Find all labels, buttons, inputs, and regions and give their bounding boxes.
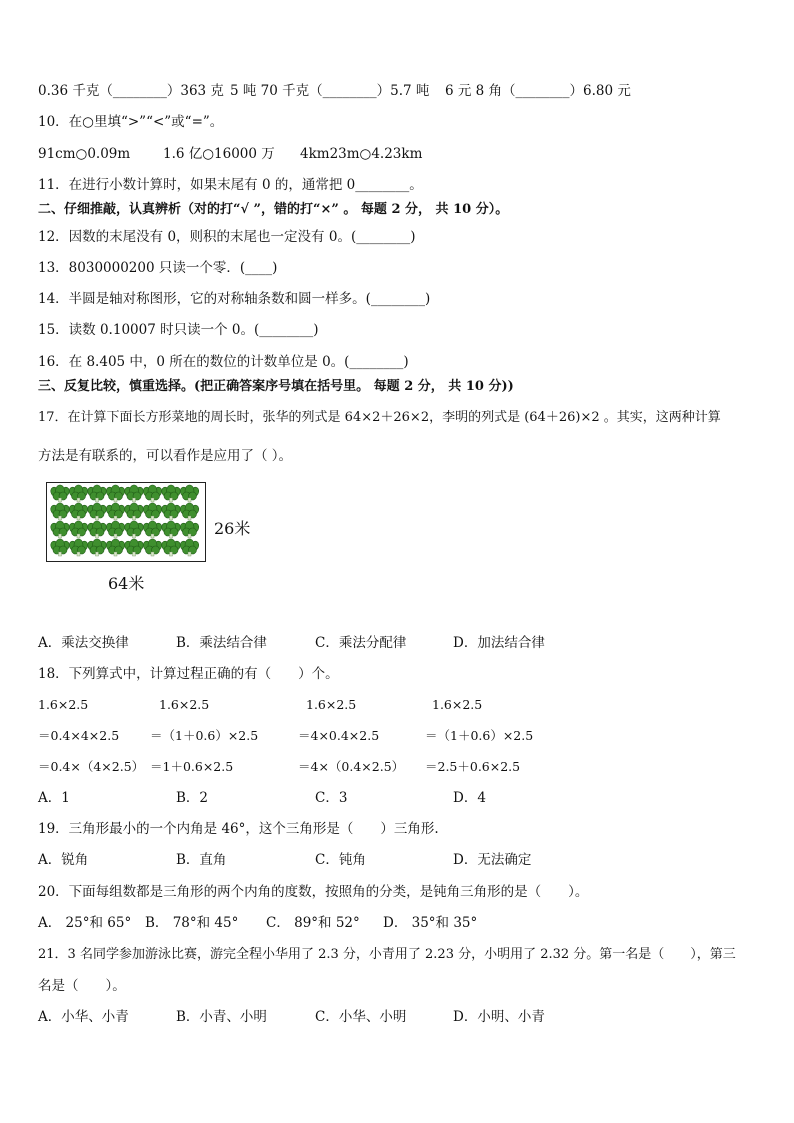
cabbage-icon (105, 503, 127, 520)
q18-stem: 18．下列算式中，计算过程正确的有（ ）个。 (38, 666, 339, 682)
cabbage-icon (179, 503, 201, 520)
q18-cell: 1.6×2.5 (38, 697, 89, 712)
q18-cell: ＝4×0.4×2.5 (298, 728, 380, 743)
q18-cell: ＝0.4×（4×2.5） (38, 759, 145, 774)
q18-cell: ＝2.5＋0.6×2.5 (425, 759, 521, 774)
cabbage-icon (68, 521, 90, 538)
plot-height-label: 26米 (214, 519, 251, 538)
cabbage-icon (86, 539, 108, 556)
cabbage-icon (68, 539, 90, 556)
q20-option-a[interactable]: A． 25°和 65° (38, 915, 132, 931)
q21-option-c[interactable]: C．小华、小明 (315, 1009, 407, 1025)
q21-option-d[interactable]: D．小明、小青 (453, 1009, 545, 1025)
q18-cell: 1.6×2.5 (159, 697, 210, 712)
cabbage-icon (123, 485, 145, 502)
q18-option-d[interactable]: D．4 (453, 790, 486, 806)
vegetable-field (47, 483, 204, 560)
q20-option-b[interactable]: B． 78°和 45° (145, 915, 239, 931)
cabbage-icon (179, 485, 201, 502)
q16: 16．在 8.405 中，0 所在的数位的计数单位是 0。(________) (38, 354, 409, 370)
q15: 15．读数 0.10007 时只读一个 0。(________) (38, 322, 319, 338)
cabbage-icon (142, 539, 164, 556)
cabbage-icon (49, 503, 71, 520)
q20-option-d[interactable]: D． 35°和 35° (383, 915, 478, 931)
cabbage-icon (123, 539, 145, 556)
section-2-heading: 二、仔细推敲，认真辨析（对的打“√ ”，错的打“×” 。 每题 2 分， 共 10 分）。 (38, 202, 509, 217)
cabbage-icon (160, 521, 182, 538)
q19-option-d[interactable]: D．无法确定 (453, 852, 532, 868)
q17-option-a[interactable]: A．乘法交换律 (38, 635, 129, 651)
q18-cell: ＝（1＋0.6）×2.5 (425, 728, 534, 743)
q17-option-c[interactable]: C．乘法分配律 (315, 635, 407, 651)
q17-option-d[interactable]: D．加法结合律 (453, 635, 545, 651)
q21-stem-line1: 21．3 名同学参加游泳比赛，游完全程小华用了 2.3 分，小青用了 2.23 分，小明用了 2.32 分。第一名是（ ），第三 (38, 947, 736, 962)
cabbage-icon (160, 539, 182, 556)
q17-stem-line1: 17．在计算下面长方形菜地的周长时，张华的列式是 64×2＋26×2，李明的列式是 (64＋26)×2 。其实，这两种计算 (38, 410, 721, 425)
cabbage-icon (160, 503, 182, 520)
q17-option-b[interactable]: B．乘法结合律 (176, 635, 267, 651)
q10-item-a: 91cm○0.09m (38, 146, 131, 162)
cabbage-icon (105, 485, 127, 502)
q18-option-c[interactable]: C．3 (315, 790, 348, 806)
cabbage-icon (105, 539, 127, 556)
cabbage-icon (86, 503, 108, 520)
cabbage-icon (86, 485, 108, 502)
q18-cell: ＝1＋0.6×2.5 (150, 759, 234, 774)
q19-option-c[interactable]: C．钝角 (315, 852, 366, 868)
q18-option-b[interactable]: B．2 (176, 790, 209, 806)
cabbage-icon (105, 521, 127, 538)
cabbage-icon (142, 503, 164, 520)
cabbage-icon (49, 485, 71, 502)
q19-stem: 19．三角形最小的一个内角是 46°，这个三角形是（ ）三角形. (38, 821, 439, 837)
q18-cell: ＝4×（0.4×2.5） (298, 759, 405, 774)
cabbage-icon (179, 521, 201, 538)
q11: 11．在进行小数计算时，如果末尾有 0 的，通常把 0________。 (38, 177, 423, 193)
q19-option-a[interactable]: A．锐角 (38, 852, 89, 868)
q12: 12．因数的末尾没有 0，则积的末尾也一定没有 0。(________) (38, 229, 416, 245)
plot-width-label: 64米 (108, 574, 145, 593)
q10-stem: 10．在○里填“>”“<”或“=”。 (38, 114, 224, 130)
q18-cell: 1.6×2.5 (306, 697, 357, 712)
q9-item-b: 5 吨 70 千克（________）5.7 吨 (230, 83, 430, 99)
q18-cell: ＝0.4×4×2.5 (38, 728, 120, 743)
cabbage-icon (49, 539, 71, 556)
section-3-heading: 三、反复比较，慎重选择。(把正确答案序号填在括号里。 每题 2 分， 共 10 分)) (38, 379, 514, 394)
q13: 13．8030000200 只读一个零．(____) (38, 260, 278, 276)
q9-item-a: 0.36 千克（________）363 克 (38, 83, 224, 99)
cabbage-icon (86, 521, 108, 538)
q9-item-c: 6 元 8 角（________）6.80 元 (445, 83, 631, 99)
cabbage-icon (49, 521, 71, 538)
q18-option-a[interactable]: A．1 (38, 790, 70, 806)
cabbage-icon (68, 503, 90, 520)
cabbage-icon (123, 521, 145, 538)
q19-option-b[interactable]: B．直角 (176, 852, 227, 868)
q18-cell: 1.6×2.5 (432, 697, 483, 712)
q21-option-b[interactable]: B．小青、小明 (176, 1009, 267, 1025)
cabbage-icon (142, 521, 164, 538)
cabbage-icon (179, 539, 201, 556)
q18-cell: ＝（1＋0.6）×2.5 (150, 728, 259, 743)
cabbage-icon (160, 485, 182, 502)
q17-stem-line2: 方法是有联系的，可以看作是应用了（ ）。 (38, 448, 293, 464)
q20-stem: 20．下面每组数都是三角形的两个内角的度数，按照角的分类，是钝角三角形的是（ ）。 (38, 884, 589, 900)
cabbage-icon (142, 485, 164, 502)
q21-option-a[interactable]: A．小华、小青 (38, 1009, 129, 1025)
q14: 14．半圆是轴对称图形，它的对称轴条数和圆一样多。(________) (38, 291, 431, 307)
cabbage-icon (68, 485, 90, 502)
cabbage-icon (123, 503, 145, 520)
q21-stem-line2: 名是（ ）。 (38, 978, 126, 994)
vegetable-plot-figure (46, 482, 206, 562)
q10-item-b: 1.6 亿○16000 万 (163, 146, 275, 162)
q20-option-c[interactable]: C． 89°和 52° (266, 915, 360, 931)
q10-item-c: 4km23m○4.23km (300, 146, 423, 162)
